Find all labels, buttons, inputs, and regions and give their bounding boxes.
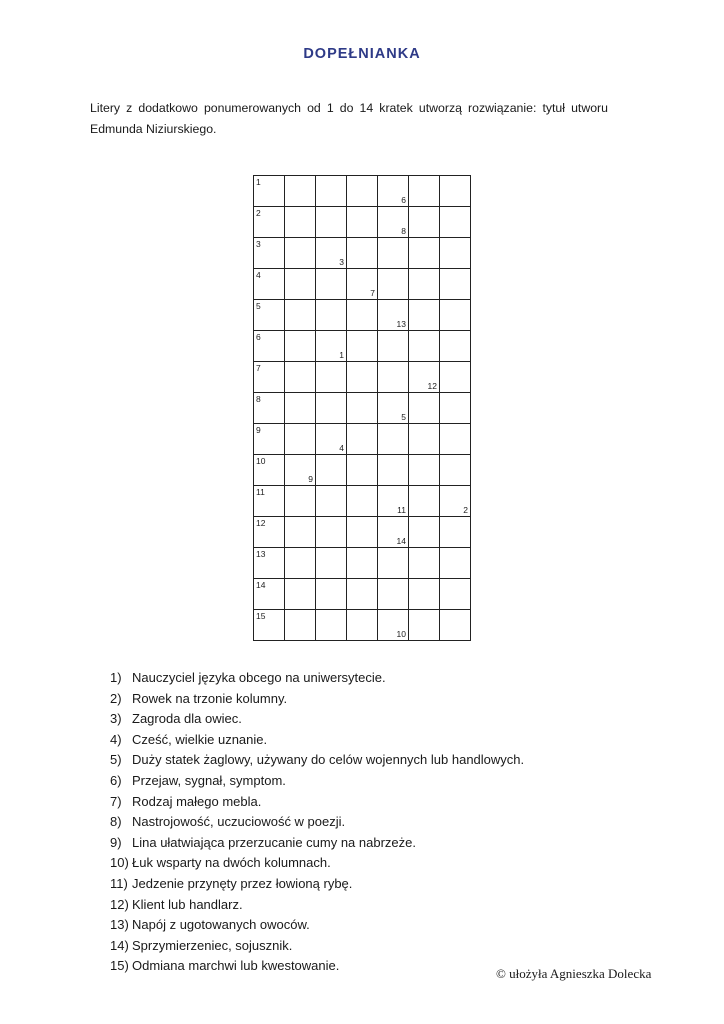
clue-text: Rowek na trzonie kolumny. bbox=[132, 690, 288, 706]
clue-item bbox=[110, 668, 524, 689]
clue-text: Odmiana marchwi lub kwestowanie. bbox=[132, 958, 340, 974]
clue-number: 3) bbox=[110, 711, 122, 727]
grid-cell[interactable] bbox=[285, 300, 316, 331]
clue-number: 1) bbox=[110, 670, 122, 685]
author-credit: © ułożyła Agnieszka Dolecka bbox=[496, 966, 652, 981]
solution-number: 4 bbox=[339, 443, 344, 453]
clue-item bbox=[110, 750, 524, 771]
grid-cell[interactable] bbox=[347, 393, 378, 424]
clue-text: Lina ułatwiająca przerzucanie cumy na nabrzeże. bbox=[132, 834, 416, 850]
grid-cell[interactable] bbox=[316, 362, 347, 393]
clue-item bbox=[110, 853, 524, 874]
grid-cell[interactable] bbox=[440, 238, 471, 269]
grid-cell[interactable] bbox=[347, 207, 378, 238]
grid-cell[interactable] bbox=[409, 517, 440, 548]
grid-cell[interactable] bbox=[254, 548, 285, 579]
solution-number: 7 bbox=[370, 288, 375, 298]
grid-cell[interactable] bbox=[347, 579, 378, 610]
clue-text: Nauczyciel języka obcego na uniwersytecie. bbox=[132, 670, 386, 685]
grid-cell[interactable] bbox=[254, 455, 285, 486]
grid-cell[interactable] bbox=[347, 362, 378, 393]
clue-number: 11) bbox=[110, 875, 128, 891]
grid-cell[interactable] bbox=[285, 269, 316, 300]
grid-cell[interactable] bbox=[316, 486, 347, 517]
grid-cell[interactable] bbox=[409, 300, 440, 331]
solution-number: 2 bbox=[463, 505, 468, 515]
clue-number: 5) bbox=[110, 752, 122, 768]
row-number: 8 bbox=[256, 394, 261, 404]
grid-cell[interactable] bbox=[316, 176, 347, 207]
grid-cell[interactable] bbox=[316, 238, 347, 269]
grid-cell[interactable] bbox=[378, 176, 409, 207]
clue-number: 12) bbox=[110, 896, 129, 912]
clue-number: 8) bbox=[110, 814, 122, 830]
solution-number: 6 bbox=[401, 195, 406, 205]
grid-cell[interactable] bbox=[254, 300, 285, 331]
clue-number: 2) bbox=[110, 690, 122, 706]
grid-cell[interactable] bbox=[347, 424, 378, 455]
grid-cell[interactable] bbox=[378, 486, 409, 517]
grid-cell[interactable] bbox=[316, 455, 347, 486]
grid-cell[interactable] bbox=[378, 455, 409, 486]
grid-cell[interactable] bbox=[254, 424, 285, 455]
grid-cell[interactable] bbox=[378, 424, 409, 455]
grid-cell[interactable] bbox=[440, 517, 471, 548]
grid-cell[interactable] bbox=[409, 393, 440, 424]
row-number: 14 bbox=[256, 580, 266, 590]
grid-cell[interactable] bbox=[285, 207, 316, 238]
grid-cell[interactable] bbox=[440, 207, 471, 238]
grid-cell[interactable] bbox=[285, 238, 316, 269]
solution-number: 12 bbox=[427, 381, 437, 391]
grid-cell[interactable] bbox=[440, 548, 471, 579]
clue-text: Cześć, wielkie uznanie. bbox=[132, 731, 268, 747]
grid-cell[interactable] bbox=[440, 176, 471, 207]
clue-text: Rodzaj małego mebla. bbox=[132, 793, 262, 809]
grid-cell[interactable] bbox=[285, 176, 316, 207]
grid-cell[interactable] bbox=[254, 238, 285, 269]
grid-cell[interactable] bbox=[285, 455, 316, 486]
clue-number: 10) bbox=[110, 855, 129, 871]
clue-item bbox=[110, 730, 524, 751]
clue-item bbox=[110, 709, 524, 730]
grid-cell[interactable] bbox=[378, 517, 409, 548]
clue-number: 15) bbox=[110, 958, 129, 974]
clue-text: Klient lub handlarz. bbox=[132, 896, 243, 912]
grid-cell[interactable] bbox=[316, 610, 347, 641]
grid-cell[interactable] bbox=[285, 486, 316, 517]
grid-cell[interactable] bbox=[254, 517, 285, 548]
clue-text: Duży statek żaglowy, używany do celów wojennych lub handlowych. bbox=[132, 752, 525, 768]
clue-text: Łuk wsparty na dwóch kolumnach. bbox=[132, 855, 331, 871]
grid-cell[interactable] bbox=[254, 610, 285, 641]
row-number: 1 bbox=[256, 177, 261, 187]
grid-cell[interactable] bbox=[409, 455, 440, 486]
grid-cell[interactable] bbox=[378, 610, 409, 641]
clue-item bbox=[110, 792, 524, 813]
grid-cell[interactable] bbox=[378, 579, 409, 610]
row-number: 13 bbox=[256, 549, 266, 559]
solution-number: 8 bbox=[401, 226, 406, 236]
row-number: 15 bbox=[256, 611, 266, 621]
grid-cell[interactable] bbox=[378, 331, 409, 362]
grid-cell[interactable] bbox=[440, 393, 471, 424]
row-number: 9 bbox=[256, 425, 261, 435]
grid-cell[interactable] bbox=[347, 610, 378, 641]
solution-number: 3 bbox=[339, 257, 344, 267]
grid-cell[interactable] bbox=[285, 362, 316, 393]
clue-number: 13) bbox=[110, 917, 129, 933]
grid-cell[interactable] bbox=[347, 269, 378, 300]
clue-text: Zagroda dla owiec. bbox=[132, 711, 242, 727]
clue-text: Sprzymierzeniec, sojusznik. bbox=[132, 937, 293, 953]
grid-cell[interactable] bbox=[378, 362, 409, 393]
clue-text: Przejaw, sygnał, symptom. bbox=[132, 772, 286, 788]
clue-item bbox=[110, 915, 524, 936]
clue-text: Jedzenie przynęty przez łowioną rybę. bbox=[132, 875, 353, 891]
grid-cell[interactable] bbox=[254, 362, 285, 393]
grid-cell[interactable] bbox=[440, 331, 471, 362]
grid-cell[interactable] bbox=[347, 238, 378, 269]
clue-number: 9) bbox=[110, 834, 122, 850]
row-number: 2 bbox=[256, 208, 261, 218]
grid-cell[interactable] bbox=[254, 207, 285, 238]
grid-cell[interactable] bbox=[409, 579, 440, 610]
clue-item bbox=[110, 771, 524, 792]
grid-cell[interactable] bbox=[347, 486, 378, 517]
grid-cell[interactable] bbox=[409, 238, 440, 269]
grid-cell[interactable] bbox=[316, 517, 347, 548]
intro-text: Litery z dodatkowo ponumerowanych od 1 do 14 kratek utworzą rozwiązanie: tytuł utworu Edmunda Niziurskiego. bbox=[90, 101, 608, 136]
grid-cell[interactable] bbox=[285, 579, 316, 610]
grid-cell[interactable] bbox=[378, 207, 409, 238]
grid-cell[interactable] bbox=[254, 331, 285, 362]
grid-cell[interactable] bbox=[285, 517, 316, 548]
grid-cell[interactable] bbox=[254, 579, 285, 610]
row-number: 4 bbox=[256, 270, 261, 280]
grid-cell[interactable] bbox=[347, 548, 378, 579]
grid-cell[interactable] bbox=[285, 331, 316, 362]
grid-cell[interactable] bbox=[409, 331, 440, 362]
grid-cell[interactable] bbox=[378, 393, 409, 424]
grid-cell[interactable] bbox=[378, 269, 409, 300]
grid-cell[interactable] bbox=[440, 455, 471, 486]
clue-item bbox=[110, 956, 524, 977]
clue-item bbox=[110, 874, 524, 895]
clue-text: Napój z ugotowanych owoców. bbox=[132, 917, 310, 933]
grid-cell[interactable] bbox=[409, 548, 440, 579]
grid-cell[interactable] bbox=[254, 393, 285, 424]
crossword-grid bbox=[253, 175, 471, 641]
grid-cell[interactable] bbox=[347, 331, 378, 362]
clue-item bbox=[110, 689, 524, 710]
clue-item bbox=[110, 812, 524, 833]
grid-cell[interactable] bbox=[316, 331, 347, 362]
grid-cell[interactable] bbox=[347, 176, 378, 207]
clue-number: 6) bbox=[110, 772, 122, 788]
clue-number: 7) bbox=[110, 793, 122, 809]
grid-cell[interactable] bbox=[254, 486, 285, 517]
solution-number: 13 bbox=[396, 319, 406, 329]
grid-cell[interactable] bbox=[440, 300, 471, 331]
grid-cell[interactable] bbox=[285, 610, 316, 641]
grid-cell[interactable] bbox=[316, 393, 347, 424]
grid-cell[interactable] bbox=[440, 610, 471, 641]
grid-cell[interactable] bbox=[409, 207, 440, 238]
grid-cell[interactable] bbox=[378, 238, 409, 269]
clue-item bbox=[110, 936, 524, 957]
grid-cell[interactable] bbox=[378, 300, 409, 331]
solution-number: 9 bbox=[308, 474, 313, 484]
grid-cell[interactable] bbox=[440, 486, 471, 517]
grid-cell[interactable] bbox=[316, 579, 347, 610]
clue-item bbox=[110, 833, 524, 854]
grid-cell[interactable] bbox=[285, 393, 316, 424]
grid-cell[interactable] bbox=[440, 269, 471, 300]
grid-cell[interactable] bbox=[347, 300, 378, 331]
grid-cell[interactable] bbox=[409, 362, 440, 393]
grid-cell[interactable] bbox=[409, 610, 440, 641]
clue-list bbox=[110, 668, 524, 977]
clue-number: 14) bbox=[110, 937, 129, 953]
grid-cell[interactable] bbox=[316, 207, 347, 238]
row-number: 5 bbox=[256, 301, 261, 311]
solution-number: 11 bbox=[397, 505, 406, 515]
row-number: 11 bbox=[256, 487, 265, 497]
grid-cell[interactable] bbox=[440, 362, 471, 393]
row-number: 12 bbox=[256, 518, 266, 528]
grid-cell[interactable] bbox=[440, 424, 471, 455]
grid-cell[interactable] bbox=[254, 176, 285, 207]
row-number: 6 bbox=[256, 332, 261, 342]
page-title: DOPEŁNIANKA bbox=[303, 46, 421, 62]
solution-number: 1 bbox=[339, 350, 344, 360]
row-number: 7 bbox=[256, 363, 261, 373]
grid-cell[interactable] bbox=[316, 424, 347, 455]
solution-number: 14 bbox=[396, 536, 406, 546]
grid-cell[interactable] bbox=[409, 424, 440, 455]
grid-cell[interactable] bbox=[285, 548, 316, 579]
solution-number: 10 bbox=[396, 629, 406, 639]
grid-cell[interactable] bbox=[409, 269, 440, 300]
grid-cell[interactable] bbox=[316, 269, 347, 300]
grid-cell[interactable] bbox=[409, 176, 440, 207]
row-number: 3 bbox=[256, 239, 261, 249]
grid-cell[interactable] bbox=[409, 486, 440, 517]
clue-item bbox=[110, 895, 524, 916]
grid-cell[interactable] bbox=[285, 424, 316, 455]
grid-cell[interactable] bbox=[316, 300, 347, 331]
grid-cell[interactable] bbox=[347, 455, 378, 486]
solution-number: 5 bbox=[401, 412, 406, 422]
grid-cell[interactable] bbox=[440, 579, 471, 610]
clue-number: 4) bbox=[110, 731, 122, 747]
grid-cell[interactable] bbox=[254, 269, 285, 300]
grid-cell[interactable] bbox=[347, 517, 378, 548]
row-number: 10 bbox=[256, 456, 266, 466]
clue-text: Nastrojowość, uczuciowość w poezji. bbox=[132, 814, 346, 830]
grid-cell[interactable] bbox=[316, 548, 347, 579]
grid-cell[interactable] bbox=[378, 548, 409, 579]
